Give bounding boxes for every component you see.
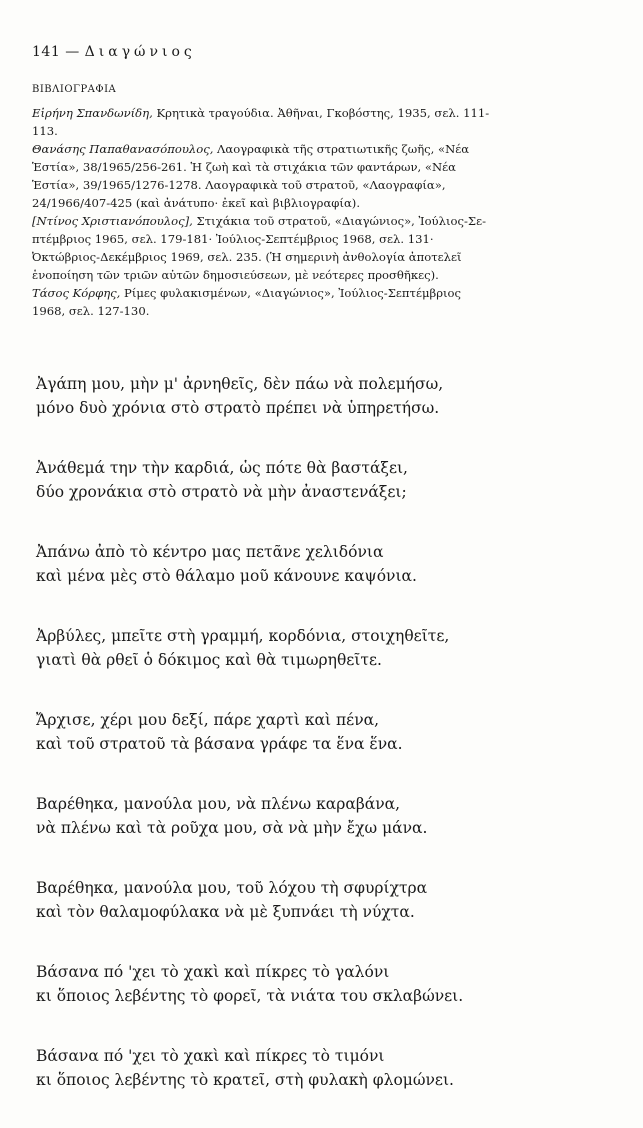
entry-text: 113. <box>32 124 58 138</box>
bibliography-entry <box>32 284 622 320</box>
verse-line: Βάσανα πό 'χει τὸ χακὶ καὶ πίκρες τὸ γαλόνι <box>36 963 390 981</box>
entry-author: Θανάσης Παπαθανασόπουλος, <box>32 142 214 156</box>
entry-text: 24/1966/407-425 (καὶ ἀνάτυπο· ἐκεῖ καὶ βιβλιογραφία). <box>32 196 361 210</box>
verse-line: κι ὅποιος λεβέντης τὸ κρατεῖ, στὴ φυλακὴ φλομώνει. <box>36 1071 454 1089</box>
poem <box>36 372 606 1128</box>
entry-text: Ρίμες φυλακισμένων, «Διαγώνιος», Ἰούλιος-Σεπτέμβριος <box>120 286 462 300</box>
entry-text: Ἑστία», 39/1965/1276-1278. Λαογραφικὰ τοῦ στρατοῦ, «Λαογραφία», <box>32 178 446 192</box>
verse-line: Βαρέθηκα, μανούλα μου, νὰ πλένω καραβάνα, <box>36 795 401 813</box>
verse-line: κι ὅποιος λεβέντης τὸ φορεῖ, τὰ νιάτα του σκλαβώνει. <box>36 987 464 1005</box>
entry-text: Στιχάκια τοῦ στρατοῦ, «Διαγώνιος», Ἰούλιος-Σε- <box>192 214 487 228</box>
bibliography <box>32 104 622 320</box>
entry-author: Τάσος Κόρφης, <box>32 286 121 300</box>
journal-title: Διαγώνιος <box>84 44 196 60</box>
entry-text: Λαογραφικὰ τῆς στρατιωτικῆς ζωῆς, «Νέα <box>213 142 470 156</box>
verse-line: μόνο δυὸ χρόνια στὸ στρατὸ πρέπει νὰ ὑπηρετήσω. <box>36 399 440 417</box>
bibliography-entry <box>32 104 622 140</box>
verse-line: Ἀνάθεμά την τὴν καρδιά, ὡς πότε θὰ βαστάξει, <box>36 459 408 477</box>
couplet <box>36 456 606 504</box>
verse-line: Βάσανα πό 'χει τὸ χακὶ καὶ πίκρες τὸ τιμόνι <box>36 1047 385 1065</box>
couplet <box>36 708 606 756</box>
entry-text: ἑνοποίηση τῶν τριῶν αὐτῶν δημοσιεύσεων, μὲ νεότερες προσθῆκες). <box>32 268 439 282</box>
couplet <box>36 1044 606 1092</box>
entry-text: Κρητικὰ τραγούδια. Ἀθῆναι, Γκοβόστης, 1935, σελ. 111- <box>152 106 490 120</box>
verse-line: καὶ τοῦ στρατοῦ τὰ βάσανα γράφε τα ἕνα ἕνα. <box>36 735 403 753</box>
couplet <box>36 960 606 1008</box>
couplet <box>36 540 606 588</box>
bibliography-entry <box>32 140 622 212</box>
verse-line: δύο χρονάκια στὸ στρατὸ νὰ μὴν ἀναστενάξει; <box>36 483 407 501</box>
entry-text: 1968, σελ. 127-130. <box>32 304 150 318</box>
entry-text: Ὀκτώβριος-Δεκέμβριος 1969, σελ. 235. (Ἡ σημερινὴ ἀνθολογία ἀποτελεῖ <box>32 250 462 264</box>
verse-line: Ἀρβύλες, μπεῖτε στὴ γραμμή, κορδόνια, στοιχηθεῖτε, <box>36 627 450 645</box>
verse-line: γιατὶ θὰ ρθεῖ ὁ δόκιμος καὶ θὰ τιμωρηθεῖτε. <box>36 651 382 669</box>
couplet <box>36 792 606 840</box>
couplet <box>36 372 606 420</box>
verse-line: νὰ πλένω καὶ τὰ ροῦχα μου, σὰ νὰ μὴν ἔχω μάνα. <box>36 819 428 837</box>
couplet <box>36 624 606 672</box>
verse-line: καὶ τὸν θαλαμοφύλακα νὰ μὲ ξυπνάει τὴ νύχτα. <box>36 903 415 921</box>
entry-text: Ἑστία», 38/1965/256-261. Ἡ ζωὴ καὶ τὰ στιχάκια τῶν φαντάρων, «Νέα <box>32 160 456 174</box>
running-header <box>32 44 196 60</box>
section-heading: ΒΙΒΛΙΟΓΡΑΦΙΑ <box>32 84 117 95</box>
entry-author: Εἰρήνη Σπανδωνίδη, <box>32 106 153 120</box>
verse-line: Ἄρχισε, χέρι μου δεξί, πάρε χαρτὶ καὶ πένα, <box>36 711 380 729</box>
verse-line: Βαρέθηκα, μανούλα μου, τοῦ λόχου τὴ σφυρίχτρα <box>36 879 428 897</box>
entry-text: πτέμβριος 1965, σελ. 179-181· Ἰούλιος-Σεπτέμβριος 1968, σελ. 131· <box>32 232 434 246</box>
verse-line: Ἀπάνω ἀπὸ τὸ κέντρο μας πετᾶνε χελιδόνια <box>36 543 384 561</box>
verse-line: καὶ μένα μὲς στὸ θάλαμο μοῦ κάνουνε καψόνια. <box>36 567 417 585</box>
header-dash: — <box>65 44 80 60</box>
couplet <box>36 876 606 924</box>
page-number: 141 <box>32 44 61 60</box>
bibliography-entry <box>32 212 622 284</box>
verse-line: Ἀγάπη μου, μὴν μ' ἀρνηθεῖς, δὲν πάω νὰ πολεμήσω, <box>36 375 444 393</box>
entry-author: [Ντίνος Χριστιανόπουλος], <box>32 214 193 228</box>
